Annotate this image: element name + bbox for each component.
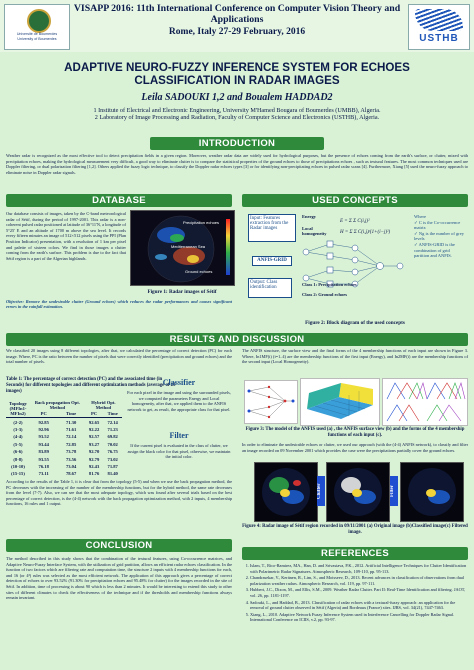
original-radar-image xyxy=(254,462,318,522)
conclusion-text: The method described in this study shows that the combination of the textural features, using Co-occurrence matrices, and Adaptive Neuro-Fuzzy Interface System, with the utilization of grid partition, allows an efficient radar echoes classification. In the function of two factors which are filtering rate and computation time, the structure 2 inputs with 4 membership functions for each, and 16 (or 4²) rules was selected as the most efficient network. The application of this approach gives a percentage of correct detection of echoes to over 93.52% (91.30% for precipitation echoes and 95.48% for clutter) for the images recorded in the site of Sétif. In addition, time of processing is about 90 which is less than 2 minutes. It would be interesting to extend this study to other sites of different climates to check the effectiveness of the technique and if the thresholds and membership functions always remain invariant. xyxy=(6,556,232,601)
value-cell: 73.78 xyxy=(65,449,77,455)
conclusion-banner: CONCLUSION xyxy=(6,539,232,552)
umbb-logo-text: Université de Boumerdes University of Boumerdes xyxy=(16,32,58,41)
pc-header: PC xyxy=(85,410,104,418)
table-row xyxy=(6,433,122,440)
topology-cell: (4-4) xyxy=(13,434,23,440)
table-row xyxy=(6,470,122,477)
classified-radar-image xyxy=(326,462,390,522)
anfis-surface-graphic xyxy=(301,379,379,425)
database-text: Our database consists of images, taken by the C-band meteorological radar of Sétif, during the period of 1997-2001. This radar is a non-coherent pulsed radar positioned at latitude of 36°11'N, a longitude of 5°25' E and an altitude of 1700 m above the sea level. It records every fifteen minutes an image of 512×512 pixels using the PPI (Plan Position Indicator) presentation, with a resolution of 1 km per pixel and palette of sixteen colors. We find in those images a clutter coming from the earth's surface. This problem is due to the fact that Sétif region is a part of the Algerian highlands. xyxy=(6,211,126,261)
value-cell: 73.02 xyxy=(107,456,118,462)
value-cell: 92.70 xyxy=(88,449,100,455)
formula xyxy=(338,214,408,238)
value-cell: 93.44 xyxy=(38,441,49,447)
topology-cell: (6-6) xyxy=(13,449,23,455)
value-cell: 93.55 xyxy=(38,456,49,462)
value-cell: 72.14 xyxy=(65,434,77,440)
value-cell: 69.82 xyxy=(107,434,118,440)
table-row xyxy=(6,418,122,426)
membership-functions-graphic xyxy=(383,379,467,425)
input-block: Input: Features extraction from the Radar images xyxy=(248,214,296,242)
value-cell: 93.52 xyxy=(38,434,49,440)
value-cell: 70.02 xyxy=(107,441,118,447)
radar-image-figure xyxy=(130,210,235,286)
usthb-logo xyxy=(408,4,470,50)
results-banner: RESULTS AND DISCUSSION xyxy=(6,333,468,346)
value-cell: 76.18 xyxy=(38,463,49,469)
energy-label: Energy xyxy=(302,214,316,219)
after-table-text: According to the results of the Table 1, it is clear that from the topology (5-5) and when we use the back propagation method, the PC decreases with the increasing of the number of the membership functions, but for the hybrid method, the same rate decreases from the level (7-7). Also, we can see that the most adequate topology, which was found after several trials based on the best percentage of correct detection, is the (4-4) network with the back propagation optimization method, with 2 inputs, 4 membership functions, 16 rules and 1 output. xyxy=(6,479,232,507)
anfis-grid-block: ANFIS-GRID xyxy=(252,256,292,266)
table-body xyxy=(6,418,122,478)
radar-label-precipitation: Precipitation echoes xyxy=(183,220,220,225)
value-cell: 92.65 xyxy=(88,419,100,425)
classifier-text: For each pixel in the image and using the surrounded pixels, we computed the parameters Energy and Local homogeneity, after that, we applied them to the ANFIS network to get, as result, the appropriate class for that pixel. xyxy=(127,390,231,412)
affiliation-1: 1 Institute of Electrical and Electronic Engineering, University M'Hamed Bougara of Boumerdes (UMBB), Algeria. xyxy=(93,107,381,114)
usthb-logo-text: USTHB xyxy=(419,33,459,44)
value-cell: 92.79 xyxy=(88,456,100,462)
value-cell: 72.85 xyxy=(65,441,77,447)
topology-cell: (15-15) xyxy=(11,471,25,477)
figure-3-caption: Figure 3: The model of the ANFIS used (a) , the ANFIS surface view (b) and the forms of the 4 membership functions of each input (c). xyxy=(245,427,465,438)
table-row xyxy=(6,463,122,470)
value-cell: 71.30 xyxy=(65,419,77,425)
anfis-surface-plot xyxy=(300,378,380,426)
filter-text: If the current pixel is evaluated in the class of clutter, we assign the black color for that pixel, otherwise, we maintain the initial color. xyxy=(127,443,231,460)
svg-text:E = Σ Σ C(i,j)²: E = Σ Σ C(i,j)² xyxy=(340,219,370,224)
figure-2-caption: Figure 2: Block diagram of the used concepts xyxy=(305,320,405,326)
umbb-logo xyxy=(4,4,70,50)
usthb-wave-icon xyxy=(415,9,463,31)
figure-4-caption: Figure 4: Radar image of Sétif region recorded in 09/11/2001 (a) Original image (b)Classified image(c) Filtered image. xyxy=(242,524,468,535)
paper-title: ADAPTIVE NEURO-FUZZY INFERENCE SYSTEM FOR ECHOES CLASSIFICATION IN RADAR IMAGES xyxy=(64,61,410,87)
topology-cell: (5-5) xyxy=(13,441,23,447)
value-cell: 92.85 xyxy=(38,419,49,425)
formula-graphic xyxy=(338,214,408,238)
time-header: Time xyxy=(103,410,122,418)
table-row xyxy=(6,426,122,433)
concepts-side-note: Where ✓ C is the Co-occurrence matrix ✓ Ng is the number of grey levels ✓ ANFIS-GRID is the combination of grid partition and ANFIS. xyxy=(414,214,465,259)
topology-cell: (3-3) xyxy=(13,426,23,432)
value-cell: 81.76 xyxy=(88,471,100,477)
radar-label-sea: Mediterranean Sea xyxy=(171,244,206,249)
database-banner: DATABASE xyxy=(6,194,232,207)
reference-item: 5. Xiang, L., 2010. Adaptive Network Fuzzy Inference System used in Interference Cancelling for Doppler Radar Signal. International Conference on ICIIS, v.2, pp. 93-97. xyxy=(250,612,470,623)
time-header: Time xyxy=(57,410,84,418)
value-cell: 73.04 xyxy=(65,463,77,469)
reference-item: 3. Hubbert, J.C., Dixon, M., and Ellis, S.M., 2009. Weather Radar Clutter. Part II: Real-Time Identification and filtering. JAOT, vol. 26, pp. 1181-1197. xyxy=(250,587,470,598)
reference-item: 4. Sadouki, L., and Haddad, B., 2013. Classification of radar echoes with a textural-fuzzy approach: an application for the removal of ground clutter observed in Sétif (Algeria) and Bordeaux (France) sites. IJRS, vol. 34(21), 7447-7463. xyxy=(250,600,470,611)
value-cell: 83.89 xyxy=(38,449,49,455)
classifier-title: Classifier xyxy=(162,378,196,387)
reference-items xyxy=(242,563,470,623)
value-cell: 71.23 xyxy=(107,426,118,432)
objective-note: Objective: Remove the undesirable clutter (Ground echoes) which reduces the radar performances and causes significant errors in the rainfall estimation. xyxy=(6,299,232,310)
topology-cell: (8-8) xyxy=(13,456,23,462)
backprop-header: Back propagation Opt. Method xyxy=(34,400,80,410)
value-cell: 93.27 xyxy=(88,441,100,447)
detection-table xyxy=(6,400,122,478)
value-cell: 92.22 xyxy=(88,426,100,432)
introduction-text: Weather radar is recognized as the most effective tool to detect precipitation fields in a given region. Moreover, weather radar data are widely used for hydrological purposes, but the presence of echoes coming from the earth's surface, or clutter, mixed with precipitation echoes, making the hydrological measurement very difficult, a good way to eliminate clutter is to compare the statistical properties of the ground echoes to those of precipitations echoes , such as textural features. The most common techniques used are Doppler filtering, or dual polarization filtering [1,2]. Others applied the fuzzy logic technique, to classify the Doppler radar echoes types [3] or for identifying non-precipitating echoes in pulsed radar scans [4]. Furthermore, Xiang [5] used the neuro-fuzzy approach to eliminate noise in Doppler radar signals. xyxy=(6,153,468,175)
authors: Leila SADOUKI 1,2 and Boualem HADDAD2 xyxy=(141,92,333,103)
references-banner: REFERENCES xyxy=(242,547,468,560)
value-cell: 81.40 xyxy=(107,471,118,477)
references-list xyxy=(242,563,470,624)
results-text-left: We classified 20 images using 8 different topologies, after that, we calculated the percentage of correct detection (PC) for each image. Where, PC is the ratio between the number of pixels that were correctly identified (precipitation and ground echoes) and the total number of pixels. xyxy=(6,348,232,365)
reference-item: 1. Islam, T., Rico-Ramirez, MA., Han, D. and Srivastava, P.K., 2012. Artificial Intelligence Techniques for Clutter Identification with Polarimetric Radar Signatures. Atmospheric Research, 109-110, pp. 95-113. xyxy=(250,563,470,574)
value-cell: 71.61 xyxy=(65,426,77,432)
output-block: Output: Class identification xyxy=(248,278,292,298)
value-cell: 78.67 xyxy=(65,471,77,477)
filtered-radar-graphic xyxy=(401,463,463,521)
reference-item: 2. Chandrasekar, V., Keränen, R., Lim, S., and Moisseev, D., 2013. Recent advances in classification of observations from dual polarization weather radars. Atmospheric Research, vol. 119, pp. 97-111. xyxy=(250,575,470,586)
class-2-label: Class 2: Ground echoes xyxy=(302,292,348,297)
clutter-arrow-label: Clutter xyxy=(317,476,325,506)
value-cell: 72.14 xyxy=(107,419,118,425)
radar-image xyxy=(131,211,234,285)
table-row xyxy=(6,455,122,462)
conference-title: VISAPP 2016: 11th International Conference on Computer Vision Theory and Applications xyxy=(73,3,401,25)
value-cell: 73.56 xyxy=(65,456,77,462)
filter-title: Filter xyxy=(169,431,189,440)
topology-header: Topology (MFIn1-MFIn2) xyxy=(6,400,30,418)
original-radar-graphic xyxy=(255,463,317,521)
topology-cell: (10-10) xyxy=(11,463,25,469)
value-cell: 76.75 xyxy=(107,449,118,455)
anfis-model-plot xyxy=(244,380,298,424)
table-row xyxy=(6,448,122,455)
value-cell: 73.11 xyxy=(38,471,49,477)
table-1-caption: Table 1: The percentage of correct detection (PC) and the associated time (in Seconds) for different topologies and different optimization methods (average of 20 images) xyxy=(6,377,176,394)
pc-header: PC xyxy=(30,410,57,418)
introduction-banner: INTRODUCTION xyxy=(150,137,324,150)
conference-date: Rome, Italy 27-29 February, 2016 xyxy=(168,27,306,37)
local-homogeneity-label: Local homogeneity xyxy=(302,226,327,236)
value-cell: 71.87 xyxy=(107,463,118,469)
concepts-diagram xyxy=(242,210,468,320)
filtered-radar-image xyxy=(400,462,464,522)
value-cell: 92.96 xyxy=(38,426,49,432)
hybrid-header: Hybrid Opt. Method xyxy=(91,400,116,410)
membership-functions-plot xyxy=(382,378,468,426)
anfis-model-graphic xyxy=(245,381,297,423)
value-cell: 92.57 xyxy=(88,434,100,440)
figure-1-caption: Figure 1: Radar images of Sétif xyxy=(147,289,217,295)
university-seal-icon xyxy=(27,9,51,33)
affiliation-2: 2 Laboratory of Image Processing and Radiation, Faculty of Computer Science and Electronics (USTHB), Algeria. xyxy=(94,114,380,121)
svg-text:H = Σ Σ C(i,j)/(1+(i−j)²): H = Σ Σ C(i,j)/(1+(i−j)²) xyxy=(340,230,391,235)
used-concepts-banner: USED CONCEPTS xyxy=(242,194,468,207)
radar-label-ground: Ground echoes xyxy=(185,269,213,274)
filter-arrow-label: Filter xyxy=(390,476,398,506)
topology-cell: (2-2) xyxy=(13,419,23,425)
value-cell: 92.43 xyxy=(88,463,100,469)
figure-3-after-text: In order to eliminate the undesirable echoes or clutter, we used our approach (with the (4-4) ANFIS network), to classify and filter an image recorded on 09 November 2001 which provides the case were the precipitations partially cover the ground echoes. xyxy=(242,442,468,453)
table-row xyxy=(6,441,122,448)
poster-header xyxy=(0,0,474,52)
classified-radar-graphic xyxy=(327,463,389,521)
class-1-label: Class 1: Precipitation echoes xyxy=(302,282,357,287)
results-text-right: The ANFIS structure, the surface view and the final forms of the 4 membership functions of each input are shown in Figure 3. Where, In1MF(i) (i=1..4) are the membership functions of the first input (Energy), and In2MF(i) are the membership functions of the second input (Local Homogeneity). xyxy=(242,348,468,365)
